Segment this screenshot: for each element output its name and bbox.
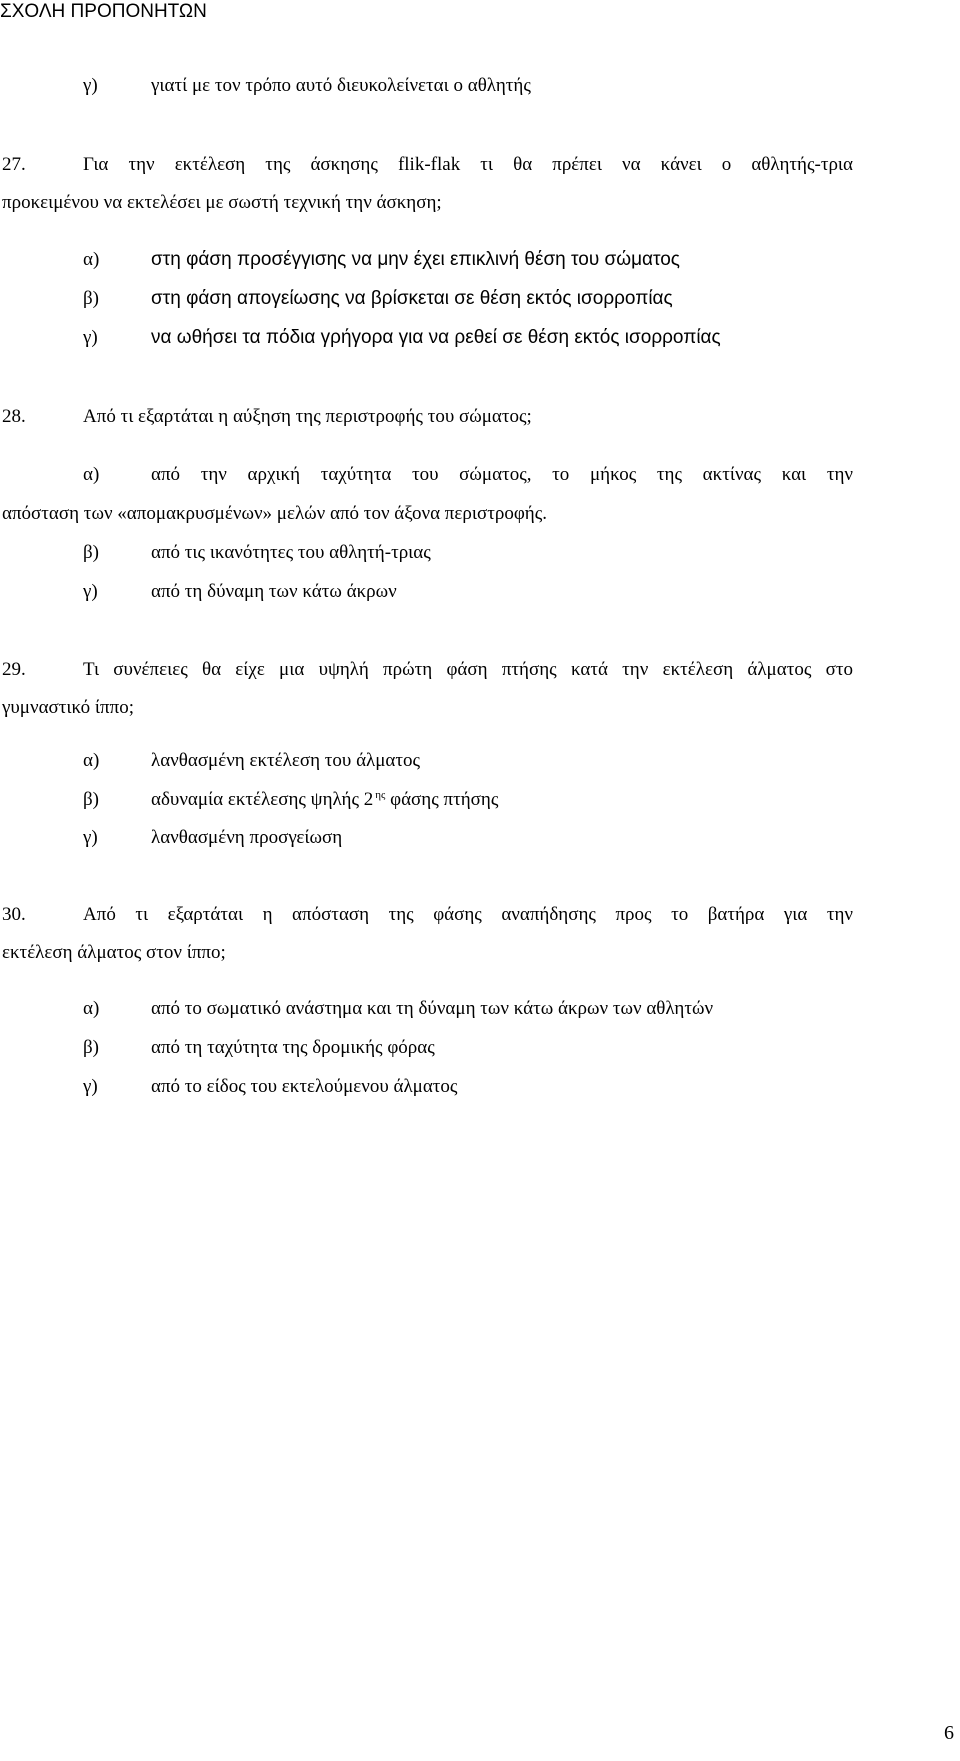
- q30-option-b-text: από τη ταχύτητα της δρομικής φόρας: [151, 1037, 435, 1058]
- question-30-line2: εκτέλεση άλματος στον ίππο;: [2, 942, 226, 963]
- q28-option-c-text: από τη δύναμη των κάτω άκρων: [151, 581, 397, 602]
- q29-option-b-text: [151, 788, 498, 812]
- question-29-number: 29.: [2, 659, 26, 680]
- q27-option-b-text: στη φάση απογείωσης να βρίσκεται σε θέση εκτός ισορροπίας: [151, 288, 673, 309]
- q27-option-c-label: γ): [83, 327, 98, 348]
- question-28-number: 28.: [2, 406, 26, 427]
- page-header-title: ΣΧΟΛΗ ΠΡΟΠΟΝΗΤΩΝ: [0, 1, 207, 22]
- q27-option-a-text: στη φάση προσέγγισης να μην έχει επικλινή θέση του σώματος: [151, 249, 680, 270]
- page-number: 6: [944, 1722, 954, 1744]
- q27-option-b-label: β): [83, 288, 99, 309]
- question-30-number: 30.: [2, 904, 26, 925]
- question-27-line1: Για την εκτέλεση της άσκησης flik-flak τι θα πρέπει να κάνει ο αθλητής-τρια: [83, 154, 853, 175]
- q29-option-b-label: β): [83, 789, 99, 810]
- q28-option-a-label: α): [83, 464, 100, 485]
- q27-option-a-label: α): [83, 249, 100, 270]
- q28-option-b-text: από τις ικανότητες του αθλητή-τριας: [151, 542, 431, 563]
- q28-option-b-label: β): [83, 542, 99, 563]
- question-30-line1: Από τι εξαρτάται η απόσταση της φάσης αναπήδησης προς το βατήρα για την: [83, 904, 853, 925]
- q29-option-c-label: γ): [83, 827, 98, 848]
- option-label: γ): [83, 75, 98, 96]
- q30-option-c-text: από το είδος του εκτελούμενου άλματος: [151, 1076, 458, 1097]
- question-29-line1: Τι συνέπειες θα είχε μια υψηλή πρώτη φάση πτήσης κατά την εκτέλεση άλματος στο: [83, 659, 853, 680]
- question-29-line2: γυμναστικό ίππο;: [2, 697, 135, 718]
- question-27-line2: προκειμένου να εκτελέσει με σωστή τεχνική την άσκηση;: [2, 192, 442, 213]
- q27-option-c-text: να ωθήσει τα πόδια γρήγορα για να ρεθεί σε θέση εκτός ισορροπίας: [151, 327, 721, 348]
- q30-option-c-label: γ): [83, 1076, 98, 1097]
- q29-option-b-text-after: φάσης πτήσης: [390, 789, 499, 810]
- q29-option-a-label: α): [83, 750, 100, 771]
- q30-option-a-label: α): [83, 998, 100, 1019]
- option-text: γιατί με τον τρόπο αυτό διευκολείνεται ο αθλητής: [151, 75, 531, 96]
- q28-option-a-line2: απόσταση των «απομακρυσμένων» μελών από τον άξονα περιστροφής.: [2, 503, 547, 524]
- q30-option-b-label: β): [83, 1037, 99, 1058]
- q28-option-a-line1: από την αρχική ταχύτητα του σώματος, το μήκος της ακτίνας και την: [151, 464, 853, 485]
- q29-option-b-text-before: αδυναμία εκτέλεσης ψηλής 2: [151, 789, 374, 810]
- q29-option-b-superscript: ης: [375, 789, 386, 801]
- q29-option-c-text: λανθασμένη προσγείωση: [151, 827, 343, 848]
- question-27-number: 27.: [2, 154, 26, 175]
- question-28-text: Από τι εξαρτάται η αύξηση της περιστροφής του σώματος;: [83, 406, 532, 427]
- q28-option-c-label: γ): [83, 581, 98, 602]
- q30-option-a-text: από το σωματικό ανάστημα και τη δύναμη των κάτω άκρων των αθλητών: [151, 998, 714, 1019]
- q29-option-a-text: λανθασμένη εκτέλεση του άλματος: [151, 750, 421, 771]
